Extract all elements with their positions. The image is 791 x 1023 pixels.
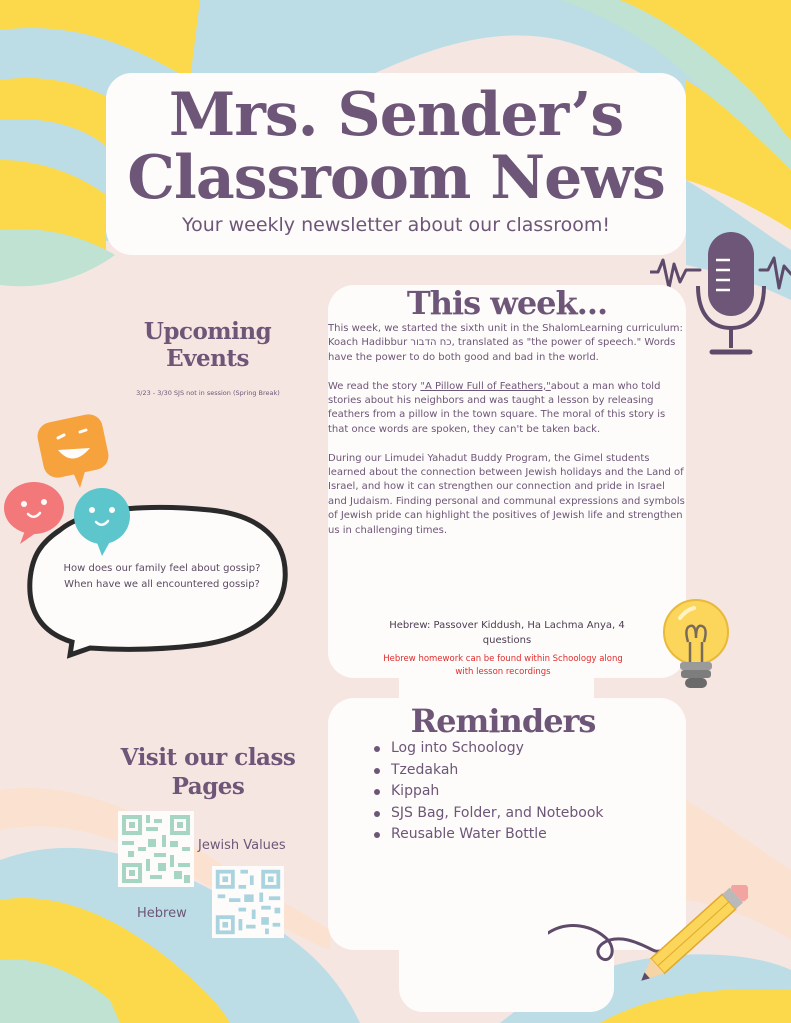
gossip-question-1: How does our family feel about gossip? <box>63 563 261 574</box>
pencil-icon <box>548 885 748 995</box>
qr-code-icon[interactable] <box>118 811 194 887</box>
lightbulb-icon <box>660 598 732 696</box>
list-item: Log into Schoology <box>372 738 604 760</box>
list-item: Reusable Water Bottle <box>372 824 604 846</box>
paragraph-buddy-program: During our Limudei Yahadut Buddy Program, the Gimel students learned about the connection between Jewish holidays and the Land of Israel, and how it can strengthen our connection and pride in Israel and Judaism. Finding personal and communal expressions and symbols of Jewish pride can highlight the positives of Jewish life and strengthen us in challenging times. <box>328 452 685 536</box>
visit-pages-heading: Visit our class Pages <box>120 744 296 800</box>
gossip-questions <box>44 561 280 593</box>
homework-note: Hebrew homework can be found within Schoology along with lesson recordings <box>383 654 623 677</box>
list-item: SJS Bag, Folder, and Notebook <box>372 803 604 825</box>
upcoming-events-heading: Upcoming Events <box>143 318 272 372</box>
list-item: Tzedakah <box>372 760 604 782</box>
reminders-heading: Reminders <box>410 702 596 740</box>
list-item: Kippah <box>372 781 604 803</box>
hebrew-topics: Hebrew: Passover Kiddush, Ha Lachma Anya, 4 questions <box>389 620 625 646</box>
story-text-before: We read the story <box>328 380 421 392</box>
reminders-list <box>372 738 604 846</box>
event-item: 3/23 - 3/30 SJS not in session (Spring Break) <box>136 389 280 397</box>
paragraph-story <box>328 380 686 438</box>
paragraph-unit: This week, we started the sixth unit in the ShalomLearning curriculum: Koach Hadibbur כח הדבור, translated as "the power of speech." Words have the power to do both good and bad in the world. <box>328 323 683 363</box>
qr-label-jewish-values: Jewish Values <box>198 838 286 853</box>
this-week-heading: This week... <box>406 284 608 322</box>
qr-label-hebrew: Hebrew <box>137 906 187 921</box>
newsletter-title-line2: Classroom News <box>127 143 665 213</box>
qr-code-icon[interactable] <box>212 866 284 938</box>
story-text-after: about a man who told stories about his neighbors and was taught a lesson by releasing feathers from a pillow in the town square. The moral of this story is that once words are spoken, they can't be taken back. <box>328 380 666 435</box>
newsletter-title-line1: Mrs. Sender’s <box>168 80 624 150</box>
story-link[interactable]: "A Pillow Full of Feathers," <box>420 380 551 392</box>
title-card <box>106 73 686 255</box>
this-week-body <box>328 322 686 552</box>
speech-bubbles-icon <box>0 410 300 660</box>
newsletter-subtitle: Your weekly newsletter about our classroom! <box>182 214 610 236</box>
gossip-question-2: When have we all encountered gossip? <box>64 579 260 590</box>
